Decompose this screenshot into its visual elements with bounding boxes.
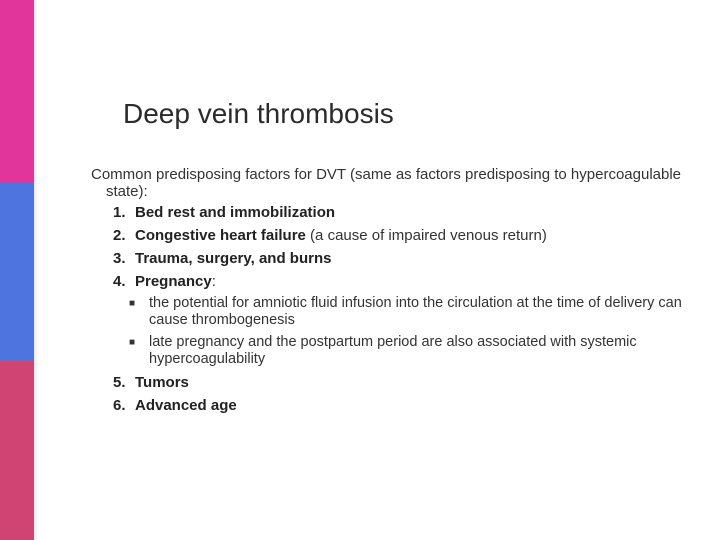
slide-body <box>91 166 691 420</box>
subpoint-item <box>129 334 691 368</box>
subpoint-text: the potential for amniotic fluid infusion into the circulation at the time of delivery can cause thrombogenesis <box>149 295 682 328</box>
factor-item <box>91 374 691 391</box>
factor-item <box>91 227 691 244</box>
factor-label: Bed rest and immobilization <box>135 204 336 221</box>
factor-number: 6. <box>113 397 126 414</box>
factor-item <box>91 397 691 414</box>
factor-item <box>91 204 691 221</box>
square-bullet-icon: ■ <box>129 337 136 348</box>
side-bar-segment-pink <box>0 0 34 183</box>
side-bar-shadow <box>34 0 38 540</box>
intro-text: Common predisposing factors for DVT (same as factors predisposing to hypercoagulable state): <box>91 166 682 200</box>
pregnancy-subpoints <box>129 295 691 368</box>
slide-title: Deep vein thrombosis <box>123 98 394 129</box>
factor-number: 3. <box>113 250 126 267</box>
decorative-side-bar <box>0 0 34 540</box>
factor-label: Trauma, surgery, and burns <box>135 250 332 267</box>
factor-number: 5. <box>113 374 126 391</box>
side-bar-segment-rose <box>0 361 34 540</box>
factor-number: 4. <box>113 273 126 290</box>
factor-label: Advanced age <box>135 397 237 414</box>
factor-number: 2. <box>113 227 126 244</box>
factor-label: Pregnancy <box>135 273 212 290</box>
factor-note: : <box>211 273 216 290</box>
factor-label: Congestive heart failure <box>135 227 306 244</box>
factors-list <box>91 204 691 414</box>
subpoint-text: late pregnancy and the postpartum period are also associated with systemic hypercoagulability <box>149 334 637 367</box>
subpoint-item <box>129 295 691 329</box>
factor-note: (a cause of impaired venous return) <box>305 227 547 244</box>
factor-number: 1. <box>113 204 126 221</box>
factor-item <box>91 250 691 267</box>
factor-label: Tumors <box>135 374 189 391</box>
square-bullet-icon: ■ <box>129 298 136 309</box>
factor-item <box>91 273 691 368</box>
side-bar-segment-blue <box>0 183 34 361</box>
